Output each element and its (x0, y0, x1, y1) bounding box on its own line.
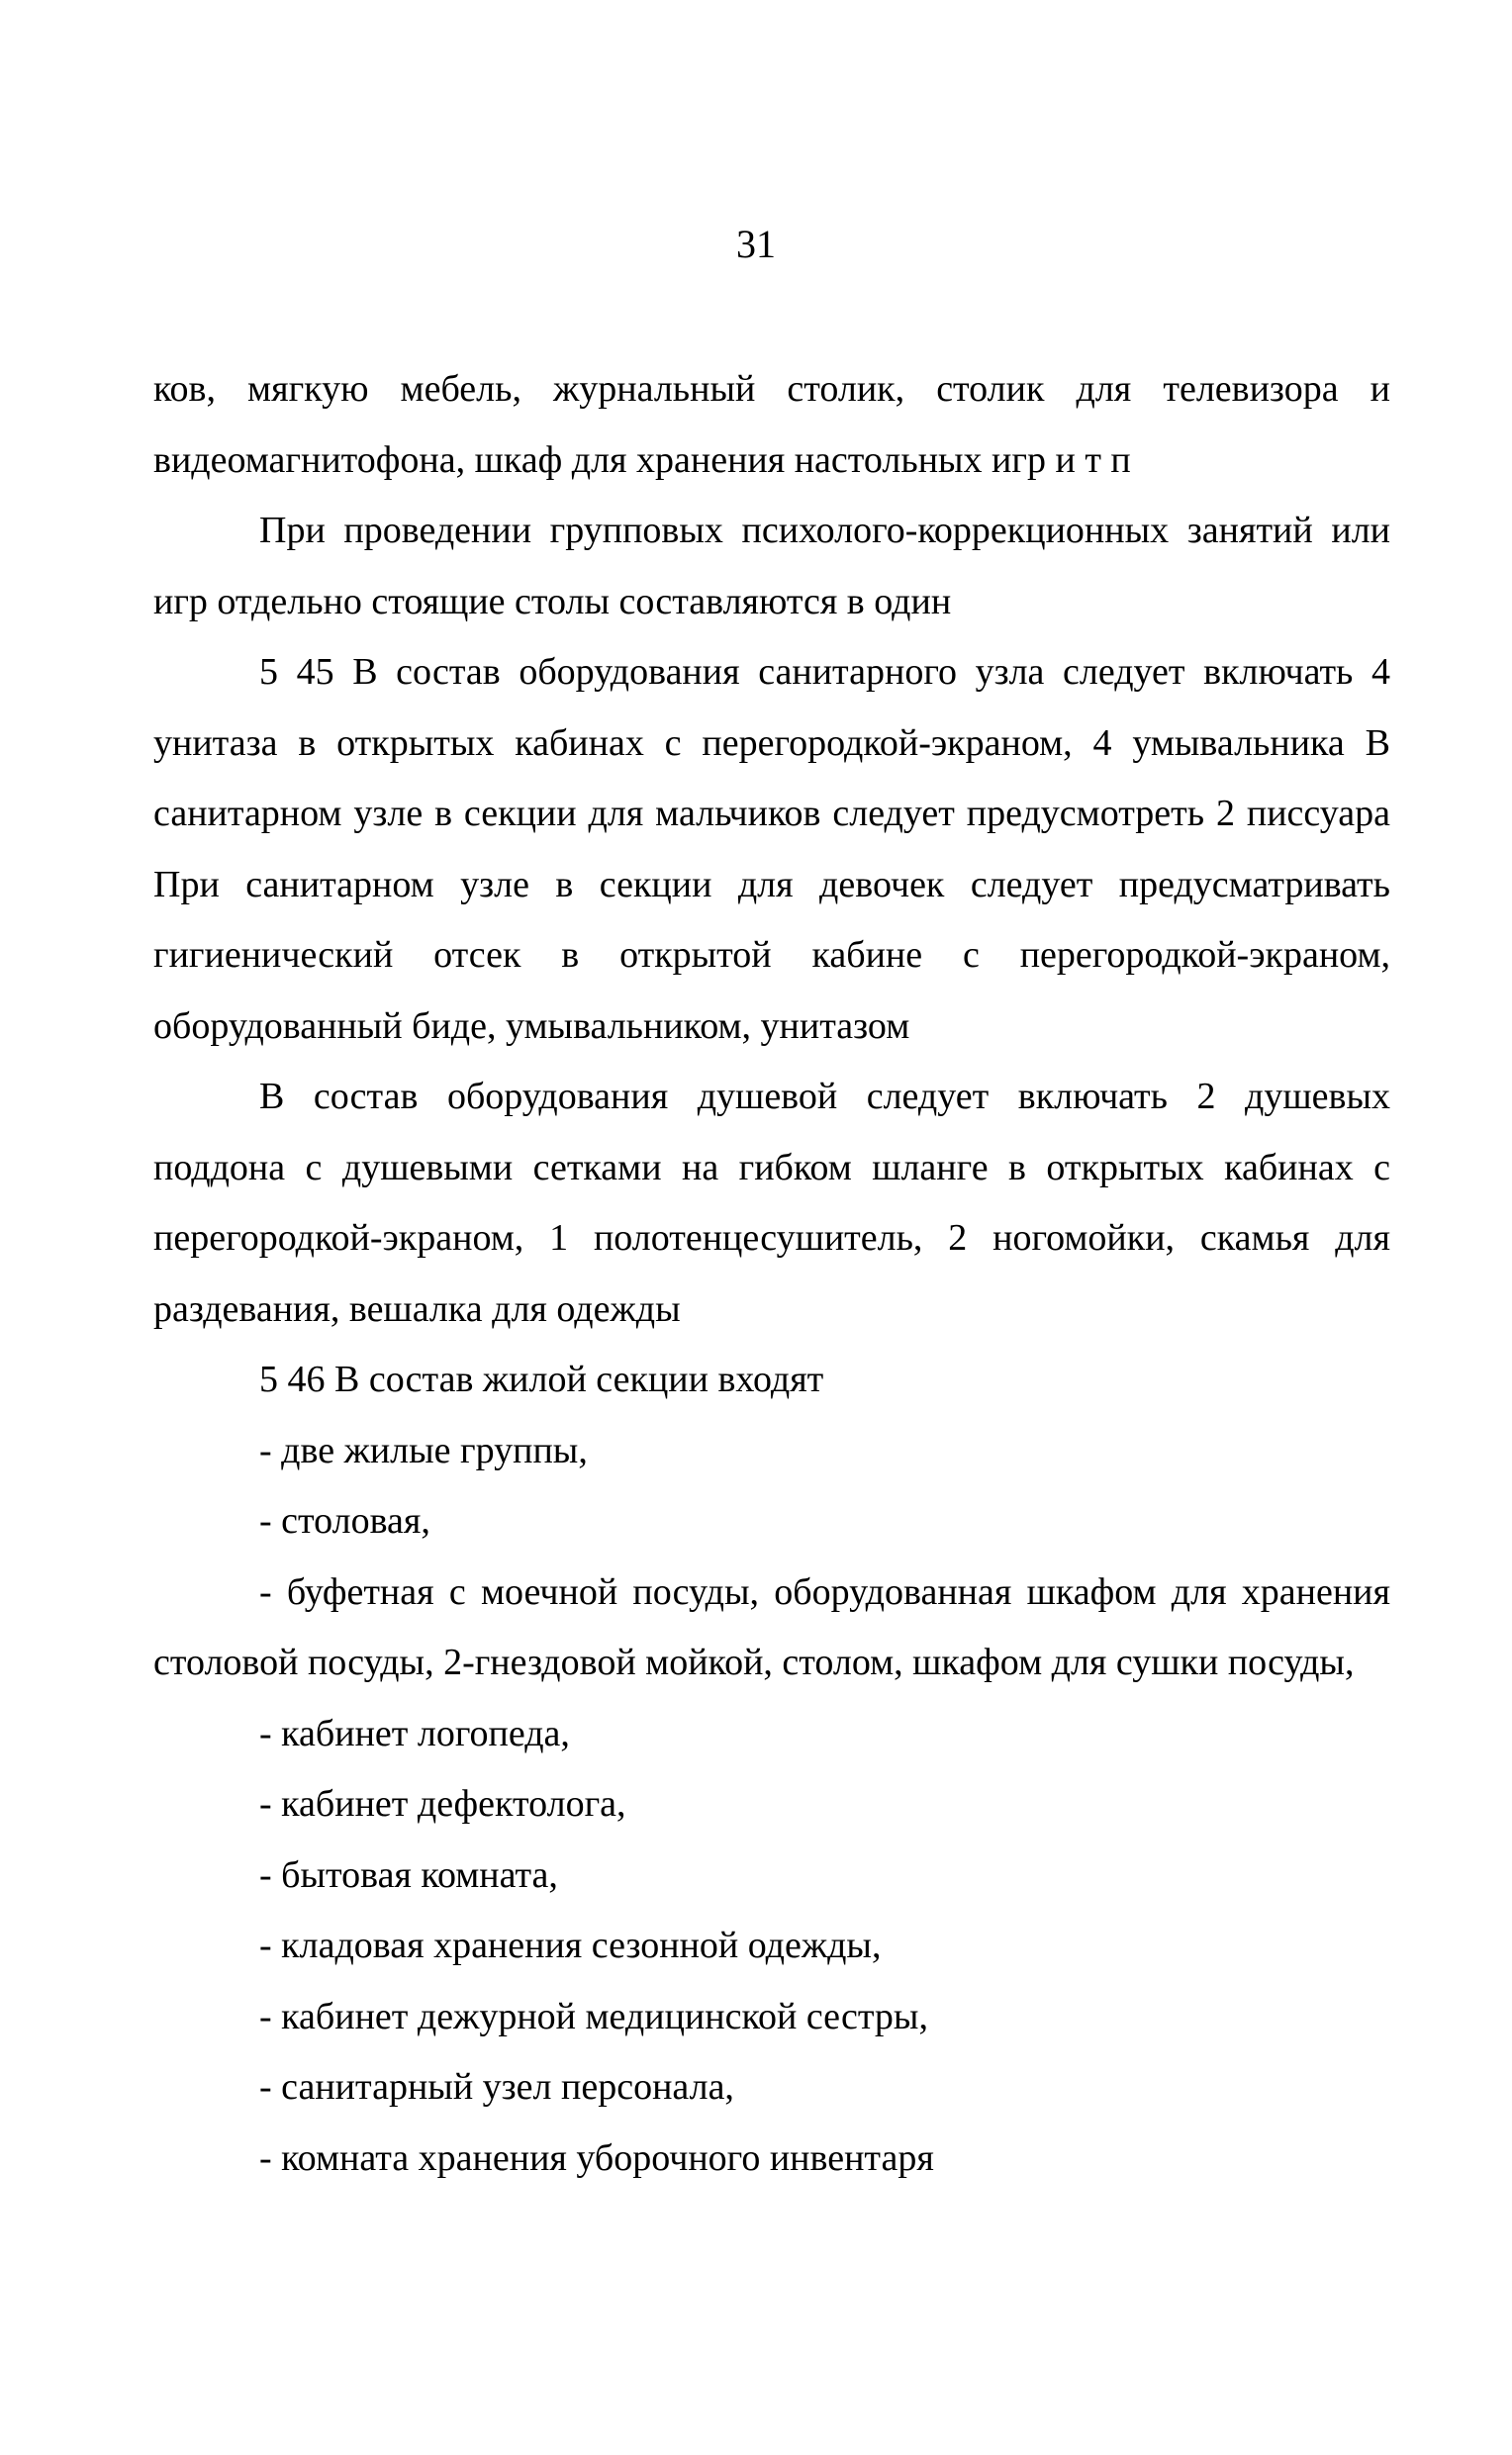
paragraph-5-46-living-section: 5 46 В состав жилой секции входят (259, 1359, 824, 1400)
paragraph-continuation: ков, мягкую мебель, журнальный столик, столик для телевизора и видеомагнитофона, шкаф для хранения настольных игр и т п (153, 368, 1390, 481)
living-section-list (153, 1416, 1390, 2195)
list-item: - две жилые группы, (259, 1429, 588, 1471)
list-item: - кабинет дефектолога, (259, 1783, 626, 1825)
list-item: - комната хранения уборочного инвентаря (259, 2136, 934, 2179)
list-item: - кабинет дежурной медицинской сестры, (259, 1995, 928, 2037)
paragraph-shower-equipment: В состав оборудования душевой следует включать 2 душевых поддона с душевыми сетками на гибком шланге в открытых кабинах с перегородкой-экраном, 1 полотенцесушитель, 2 ногомойки, скамья для раздевания, вешалка для одежды (153, 1076, 1390, 1330)
page-number: 31 (736, 222, 776, 266)
list-item: - кабинет логопеда, (259, 1712, 570, 1754)
list-item: - бытовая комната, (259, 1853, 558, 1896)
list-item: - буфетная с моечной посуды, оборудованная шкафом для хранения столовой посуды, 2-гнездовой мойкой, столом, шкафом для сушки посуды, (153, 1570, 1390, 1683)
list-item: - столовая, (259, 1500, 430, 1542)
document-body (153, 354, 1390, 2194)
paragraph-5-45-sanitary-unit: 5 45 В состав оборудования санитарного узла следует включать 4 унитаза в открытых кабинах с перегородкой-экраном, 4 умывальника В санитарном узле в секции для мальчиков следует предусмотреть 2 писсуара При санитарном узле в секции для девочек следует предусматривать гигиенический отсек в открытой кабине с перегородкой-экраном, оборудованный биде, умывальником, унитазом (153, 651, 1390, 1047)
paragraph-group-sessions: При проведении групповых психолого-коррекционных занятий или игр отдельно стоящие столы составляются в один (153, 510, 1390, 622)
list-item: - кладовая хранения сезонной одежды, (259, 1925, 882, 1966)
list-item: - санитарный узел персонала, (259, 2066, 734, 2108)
